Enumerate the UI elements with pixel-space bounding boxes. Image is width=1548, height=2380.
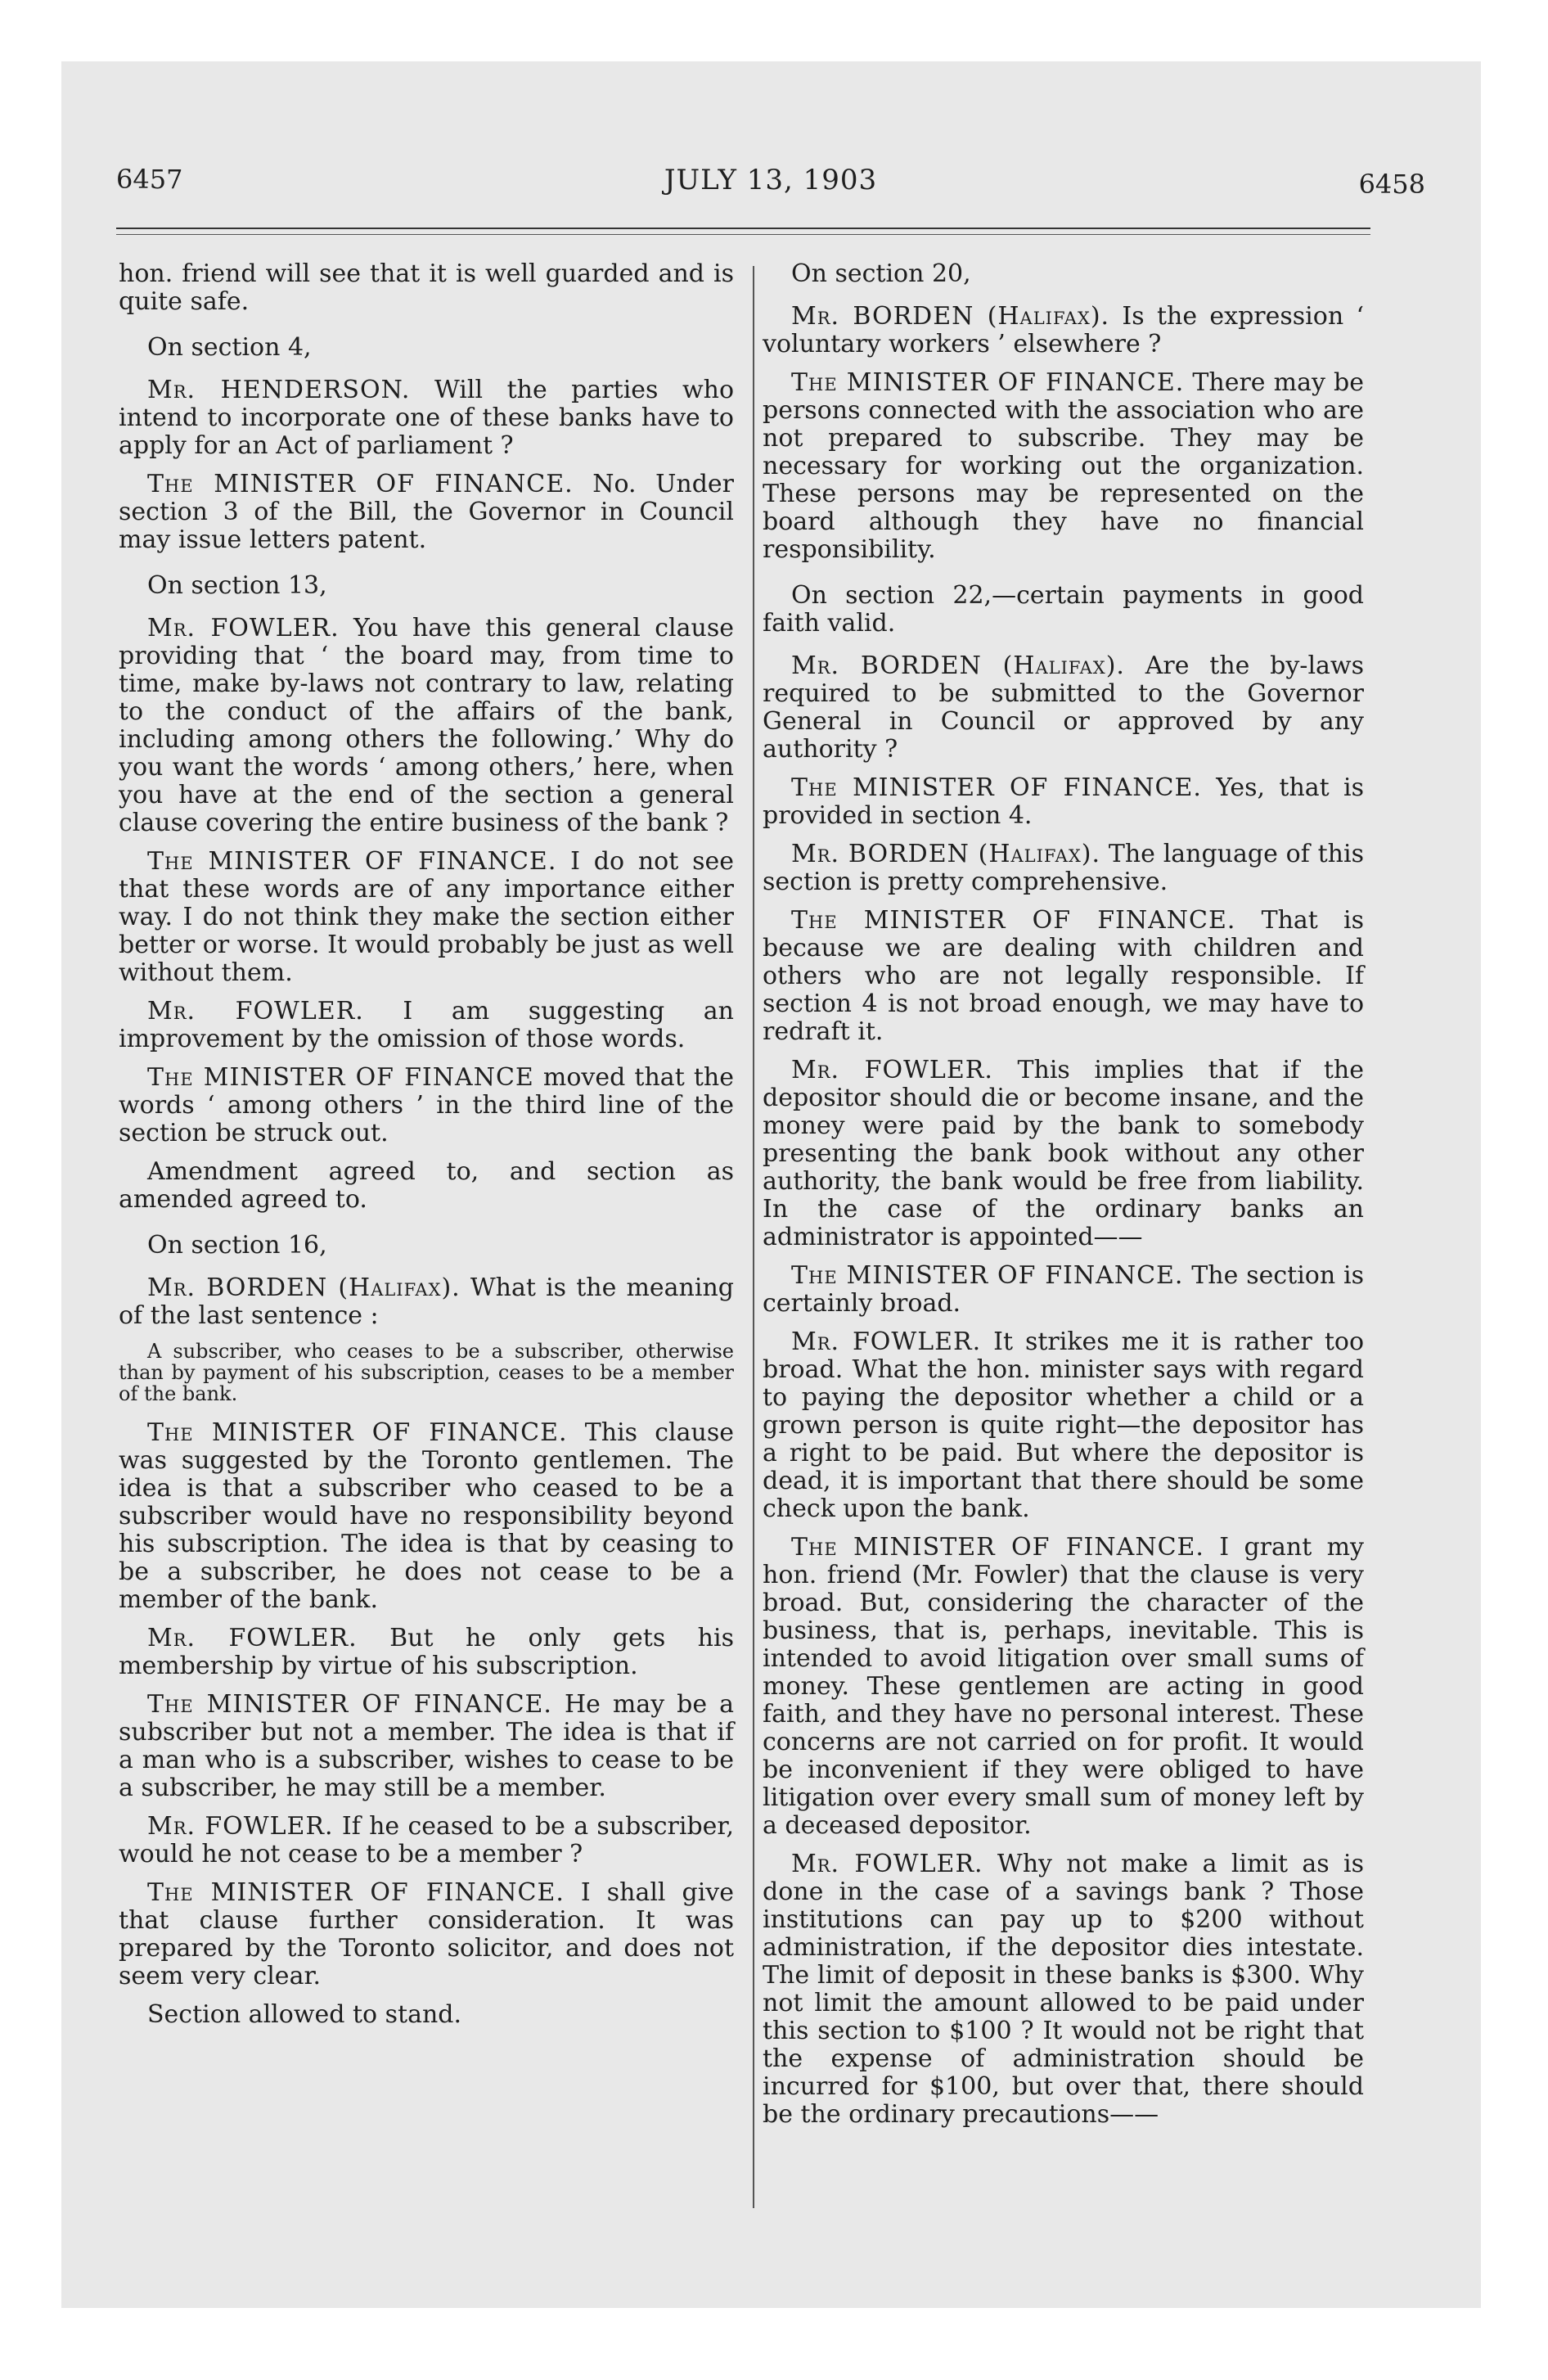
speech	[763, 841, 1364, 896]
speech-text: That is because we are dealing with children and others who are not legally responsible. If section 4 is not broad enough, we may have to redraft it.	[763, 906, 1364, 1046]
page-number-right: 6458	[1358, 169, 1425, 200]
speech-text: I shall give that clause further consideration. It was prepared by the Toronto solicitor, and does not seem very clear.	[119, 1878, 734, 1990]
left-column	[119, 260, 734, 2040]
speech-text: I am suggesting an improvement by the omission of those words.	[119, 997, 734, 1053]
speech-text: If he ceased to be a subscriber, would he not cease to be a member ?	[119, 1812, 734, 1868]
speaker: The MINISTER OF FINANCE.	[791, 906, 1236, 935]
speech-text: What is the meaning of the last sentence :	[119, 1273, 734, 1330]
speaker: Mr. FOWLER.	[147, 1812, 334, 1841]
speech-text: I grant my hon. friend (Mr. Fowler) that the clause is very broad. But, considering the character of the business, that is, perhaps, inevitable. This is intended to avoid litigation over small sums of money. These gentlemen are acting in good faith, and they have no personal interest. These concerns are not carried on for profit. It would be inconvenient if they were obliged to have litigation over every small sum of money left by a deceased depositor.	[763, 1533, 1364, 1840]
section-heading: On section 16,	[147, 1231, 327, 1260]
paragraph: Amendment agreed to, and section as amended agreed to.	[119, 1157, 734, 1214]
speaker: The MINISTER OF FINANCE	[147, 1063, 534, 1092]
section-heading: On section 22,—certain payments in good faith valid.	[763, 581, 1364, 638]
speaker: The MINISTER OF FINANCE.	[147, 847, 557, 876]
column-divider	[753, 266, 754, 2208]
speech	[763, 303, 1364, 358]
speaker: Mr. FOWLER.	[147, 997, 364, 1025]
speaker: The MINISTER OF FINANCE.	[147, 1690, 552, 1719]
header-rule-thin	[116, 234, 1370, 235]
speaker: The MINISTER OF FINANCE.	[147, 1418, 568, 1447]
speech	[119, 1274, 734, 1330]
speech-text: No. Under section 3 of the Bill, the Governor in Council may issue letters patent.	[119, 470, 734, 554]
speaker: Mr. FOWLER.	[791, 1056, 993, 1084]
speech-text: This implies that if the depositor should die or become insane, and the money were paid by the bank to somebody presenting the bank book without any other authority, the bank would be free from liability. In the case of the ordinary banks an administrator is appointed——	[763, 1056, 1365, 1251]
speech	[119, 471, 734, 554]
speech	[119, 1625, 734, 1680]
section-heading: On section 4,	[147, 333, 312, 362]
speaker: Mr. FOWLER.	[791, 1327, 982, 1356]
speech-text: The language of this section is pretty comprehensive.	[763, 840, 1364, 896]
page-header	[116, 164, 1425, 205]
speech	[119, 998, 734, 1053]
speech	[763, 1850, 1364, 2129]
speech-text: Is the expression ‘ voluntary workers ’ elsewhere ?	[763, 302, 1364, 358]
speech	[763, 369, 1364, 564]
speaker: Mr. FOWLER.	[147, 1624, 358, 1652]
speaker: Mr. HENDERSON.	[147, 376, 411, 404]
speech-text: Are the by-laws required to be submitted to the Governor General in Council or approved by any authority ?	[763, 651, 1364, 764]
speech	[763, 1534, 1364, 1840]
speech	[119, 1691, 734, 1802]
section-heading: On section 13,	[147, 571, 327, 600]
speaker: The MINISTER OF FINANCE.	[791, 773, 1202, 802]
speech	[119, 1813, 734, 1868]
page-number-left: 6457	[116, 164, 183, 195]
quoted-clause: A subscriber, who ceases to be a subscriber, otherwise than by payment of his subscription, ceases to be a member of the bank.	[119, 1340, 734, 1405]
speaker: Mr. BORDEN (Halifax).	[791, 840, 1101, 868]
speaker: Mr. FOWLER.	[147, 614, 340, 642]
speaker: Mr. BORDEN (Halifax).	[147, 1273, 461, 1302]
speech	[763, 1328, 1364, 1523]
right-column	[763, 260, 1364, 2139]
speech	[763, 652, 1364, 764]
speech	[119, 848, 734, 987]
speech	[119, 1064, 734, 1147]
header-rule	[116, 228, 1370, 229]
speaker: The MINISTER OF FINANCE.	[147, 1878, 565, 1907]
speech	[763, 1262, 1364, 1318]
speech	[119, 1419, 734, 1614]
speech	[763, 1057, 1364, 1251]
speaker: Mr. FOWLER.	[791, 1850, 983, 1878]
section-heading: On section 20,	[791, 259, 971, 288]
speaker: Mr. BORDEN (Halifax).	[791, 302, 1110, 331]
speech	[119, 615, 734, 837]
speech-text: I do not see that these words are of any importance either way. I do not think they make the section either better or worse. It would probably be just as well without them.	[119, 847, 734, 987]
speech-text: He may be a subscriber but not a member. The idea is that if a man who is a subscriber, wishes to cease to be a subscriber, he may still be a member.	[119, 1690, 734, 1802]
speech	[763, 774, 1364, 830]
speech-text: Yes, that is provided in section 4.	[763, 773, 1364, 830]
speech-text: It strikes me it is rather too broad. What the hon. minister says with regard to paying the depositor whether a child or a grown person is quite right—the depositor has a right to be paid. But where the depositor is dead, it is important that there should be some check upon the bank.	[763, 1327, 1365, 1523]
speech-text: The section is certainly broad.	[763, 1261, 1364, 1318]
speaker: The MINISTER OF FINANCE.	[791, 1261, 1184, 1290]
speaker: Mr. BORDEN (Halifax).	[791, 651, 1125, 680]
speech-text: There may be persons connected with the association who are not prepared to subscribe. They may be necessary for working out the organization. These persons may be represented on the board although they have no financial responsibility.	[763, 368, 1364, 564]
speech	[119, 376, 734, 460]
paragraph: hon. friend will see that it is well guarded and is quite safe.	[119, 259, 734, 316]
speech-text: Why not make a limit as is done in the case of a savings bank ? Those institutions can pay up to $200 without administration, if the depositor dies intestate. The limit of deposit in these banks is $300. Why not limit the amount allowed to be paid under this section to $100 ? It would not be right that the expense of administration should be incurred for $100, but over that, there should be the ordinary precautions——	[763, 1850, 1364, 2129]
speaker: The MINISTER OF FINANCE.	[147, 470, 574, 498]
header-date: JULY 13, 1903	[664, 164, 878, 196]
speaker: The MINISTER OF FINANCE.	[791, 368, 1185, 397]
speech-text: moved that the words ‘ among others ’ in the third line of the section be struck out.	[119, 1063, 734, 1147]
speaker: The MINISTER OF FINANCE.	[791, 1533, 1204, 1562]
speech-text: Will the parties who intend to incorporate one of these banks have to apply for an Act of parliament ?	[119, 376, 735, 460]
speech	[763, 907, 1364, 1046]
speech-text: This clause was suggested by the Toronto gentlemen. The idea is that a subscriber who ceased to be a subscriber would have no responsibility beyond his subscription. The idea is that by ceasing to be a subscriber, he does not cease to be a member of the bank.	[119, 1418, 734, 1614]
speech-text: But he only gets his membership by virtue of his subscription.	[119, 1624, 734, 1680]
paragraph: Section allowed to stand.	[147, 2000, 462, 2029]
speech-text: You have this general clause providing that ‘ the board may, from time to time, make by-laws not contrary to law, relating to the conduct of the affairs of the bank, including among others the following.’ Why do you want the words ‘ among others,’ here, when you have at the end of the section a general clause covering the entire business of the bank ?	[119, 614, 735, 837]
speech	[119, 1879, 734, 1990]
